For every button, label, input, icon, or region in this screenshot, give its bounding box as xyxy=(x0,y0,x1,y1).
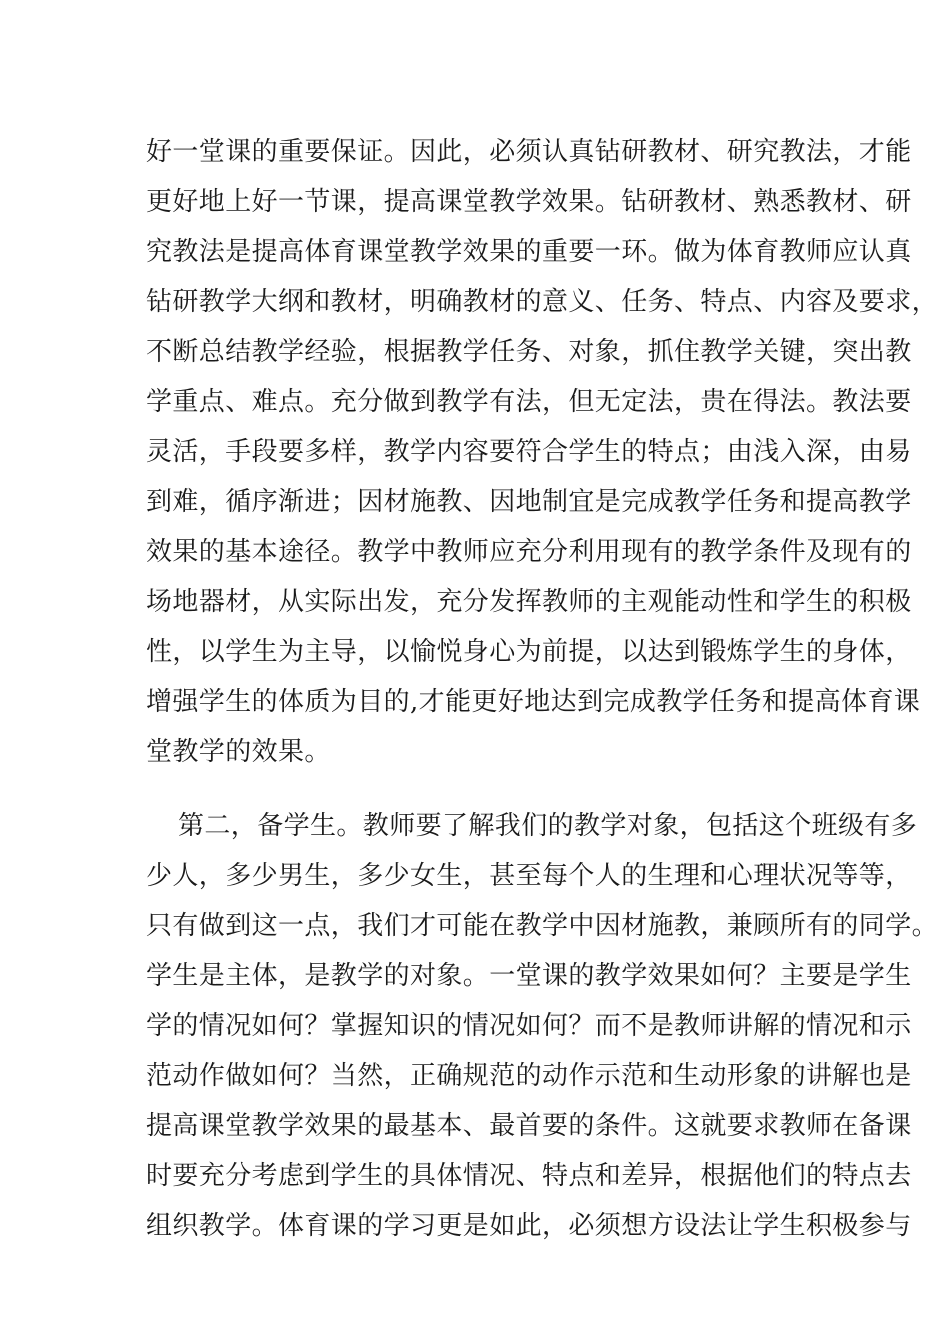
paragraph-2-line: 学生是主体，是教学的对象。一堂课的教学效果如何？主要是学生 xyxy=(146,961,912,991)
paragraph-1-line: 效果的基本途径。教学中教师应充分利用现有的教学条件及现有的 xyxy=(146,537,912,567)
paragraph-2-line: 组织教学。体育课的学习更是如此，必须想方设法让学生积极参与 xyxy=(146,1211,912,1241)
paragraph-2-line: 少人，多少男生，多少女生，甚至每个人的生理和心理状况等等， xyxy=(146,861,912,891)
paragraph-2-line: 时要充分考虑到学生的具体情况、特点和差异，根据他们的特点去 xyxy=(146,1161,912,1191)
paragraph-1-line: 钻研教学大纲和教材，明确教材的意义、任务、特点、内容及要求， xyxy=(146,287,939,317)
paragraph-1-line: 性，以学生为主导，以愉悦身心为前提，以达到锻炼学生的身体， xyxy=(146,637,912,667)
paragraph-2-line: 只有做到这一点，我们才可能在教学中因材施教，兼顾所有的同学。 xyxy=(146,911,939,941)
paragraph-1-line: 灵活，手段要多样，教学内容要符合学生的特点；由浅入深，由易 xyxy=(146,437,912,467)
paragraph-1-line: 到难，循序渐进；因材施教、因地制宜是完成教学任务和提高教学 xyxy=(146,487,912,517)
paragraph-2-line: 第二，备学生。教师要了解我们的教学对象，包括这个班级有多 xyxy=(178,811,918,841)
paragraph-1-line: 堂教学的效果。 xyxy=(146,737,331,767)
paragraph-2-line: 提高课堂教学效果的最基本、最首要的条件。这就要求教师在备课 xyxy=(146,1111,912,1141)
paragraph-1-line: 更好地上好一节课，提高课堂教学效果。钻研教材、熟悉教材、研 xyxy=(146,187,912,217)
paragraph-1-line: 学重点、难点。充分做到教学有法，但无定法，贵在得法。教法要 xyxy=(146,387,912,417)
paragraph-2-line: 学的情况如何？掌握知识的情况如何？而不是教师讲解的情况和示 xyxy=(146,1011,912,1041)
paragraph-1-line: 场地器材，从实际出发，充分发挥教师的主观能动性和学生的积极 xyxy=(146,587,912,617)
paragraph-1-line: 好一堂课的重要保证。因此，必须认真钻研教材、研究教法，才能 xyxy=(146,137,912,167)
paragraph-1-line: 究教法是提高体育课堂教学效果的重要一环。做为体育教师应认真 xyxy=(146,237,912,267)
paragraph-1-line: 增强学生的体质为目的,才能更好地达到完成教学任务和提高体育课 xyxy=(146,687,921,717)
paragraph-2-line: 范动作做如何？当然，正确规范的动作示范和生动形象的讲解也是 xyxy=(146,1061,912,1091)
paragraph-1-line: 不断总结教学经验，根据教学任务、对象，抓住教学关键，突出教 xyxy=(146,337,912,367)
